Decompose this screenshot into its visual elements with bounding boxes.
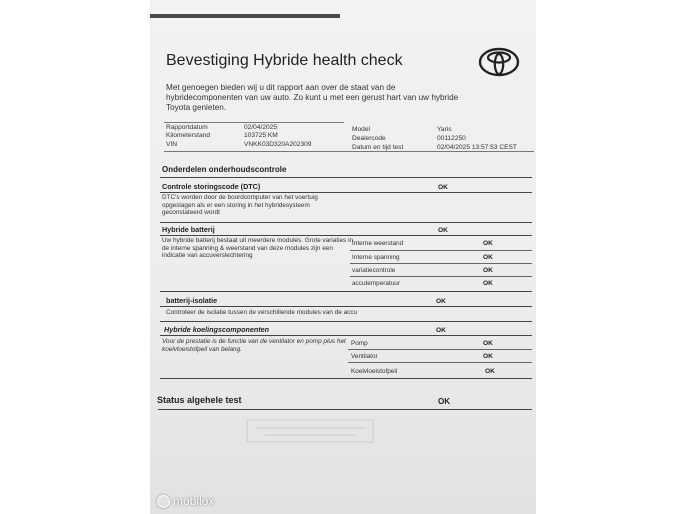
battery-bottom-line bbox=[160, 291, 532, 292]
cooling-item-status: OK bbox=[483, 353, 493, 360]
meta-bottom-line bbox=[164, 151, 534, 152]
cooling-item-label: Ventilator bbox=[351, 353, 378, 360]
battery-desc: Uw hybride batterij bestaat uit meerdere modules. Grote variaties in de interne spanning & weerstand van deze modules zijn een indicatie van accuverslechtering bbox=[162, 237, 354, 260]
battery-item-status: OK bbox=[483, 280, 493, 287]
row-line bbox=[350, 276, 532, 277]
dtc-status: OK bbox=[438, 184, 448, 191]
top-bar bbox=[150, 14, 340, 18]
isolation-desc: Controleer de isolatie tussen de verschillende modules van de accu bbox=[166, 309, 358, 316]
datum-label: Datum en tijd test bbox=[352, 144, 404, 151]
row-line bbox=[350, 250, 532, 251]
row-line bbox=[350, 263, 532, 264]
vin-value: VNKK03D320A202309 bbox=[244, 141, 312, 148]
meta-line bbox=[164, 122, 344, 123]
rapportdatum-value: 02/04/2025 bbox=[244, 124, 278, 131]
cooling-bottom-line bbox=[160, 378, 532, 379]
battery-line bbox=[160, 235, 532, 236]
datum-value: 02/04/2025 13:57:53 CEST bbox=[437, 144, 517, 151]
dtc-desc: DTC's worden door de boordcomputer van het voertuig opgeslagen als er een storing in het hybridesysteem geconstateerd wordt bbox=[162, 194, 318, 217]
cooling-item-label: Koelvloeistofpeil bbox=[351, 368, 398, 375]
battery-status: OK bbox=[438, 227, 448, 234]
battery-item-label: variatiecontrole bbox=[352, 267, 396, 274]
dtc-line bbox=[160, 192, 532, 193]
row-line bbox=[348, 362, 532, 363]
kilometerstand-value: 103725 KM bbox=[244, 132, 278, 139]
mobilox-brand: mobilox bbox=[173, 494, 215, 508]
battery-item-label: Interne weerstand bbox=[352, 240, 404, 247]
cooling-status: OK bbox=[436, 327, 446, 334]
faint-stamp-icon bbox=[245, 418, 375, 444]
cooling-item-label: Pomp bbox=[351, 340, 368, 347]
kilometerstand-label: Kilometerstand bbox=[166, 132, 210, 139]
isolation-title: batterij-isolatie bbox=[166, 296, 218, 305]
page-title: Bevestiging Hybride health check bbox=[166, 52, 403, 69]
battery-item-label: Interne spanning bbox=[352, 254, 400, 261]
battery-title: Hybride batterij bbox=[162, 225, 215, 234]
cooling-item-status: OK bbox=[483, 340, 493, 347]
rapportdatum-label: Rapportdatum bbox=[166, 124, 208, 131]
mobilox-watermark bbox=[157, 494, 214, 508]
cooling-desc: Voor de prestatie is de functie van de ventilator en pomp plus het koelvloeistofpeil van belang. bbox=[162, 338, 346, 353]
cooling-item-status: OK bbox=[485, 368, 495, 375]
intro-text: Met genoegen bieden wij u dit rapport aan over de staat van de hybridecomponenten van uw auto. Zo kunt u met een gerust hart van uw hybride Toyota genieten. bbox=[166, 83, 459, 112]
dealercode-value: 00112250 bbox=[437, 135, 466, 142]
model-value: Yaris bbox=[437, 126, 452, 133]
toyota-logo-icon bbox=[478, 46, 520, 78]
mobilox-logo-icon bbox=[157, 495, 170, 508]
isolation-bottom-line bbox=[160, 321, 532, 322]
vin-label: VIN bbox=[166, 141, 177, 148]
battery-top-line bbox=[160, 222, 532, 223]
section-line bbox=[160, 177, 532, 178]
battery-item-status: OK bbox=[483, 240, 493, 247]
isolation-line bbox=[160, 306, 532, 307]
dtc-title: Controle storingscode (DTC) bbox=[162, 182, 261, 191]
row-line bbox=[348, 349, 532, 350]
model-label: Model bbox=[352, 126, 370, 133]
battery-item-status: OK bbox=[483, 267, 493, 274]
section-title: Onderdelen onderhoudscontrole bbox=[162, 165, 287, 174]
report-page bbox=[150, 0, 536, 514]
cooling-line bbox=[160, 335, 532, 336]
overall-line bbox=[158, 409, 532, 410]
battery-item-status: OK bbox=[483, 254, 493, 261]
battery-item-label: accutemperatuur bbox=[352, 280, 400, 287]
isolation-status: OK bbox=[436, 298, 446, 305]
cooling-title: Hybride koelingscomponenten bbox=[164, 325, 270, 334]
overall-label: Status algehele test bbox=[157, 395, 242, 405]
dealercode-label: Dealercode bbox=[352, 135, 386, 142]
overall-status: OK bbox=[438, 397, 450, 406]
